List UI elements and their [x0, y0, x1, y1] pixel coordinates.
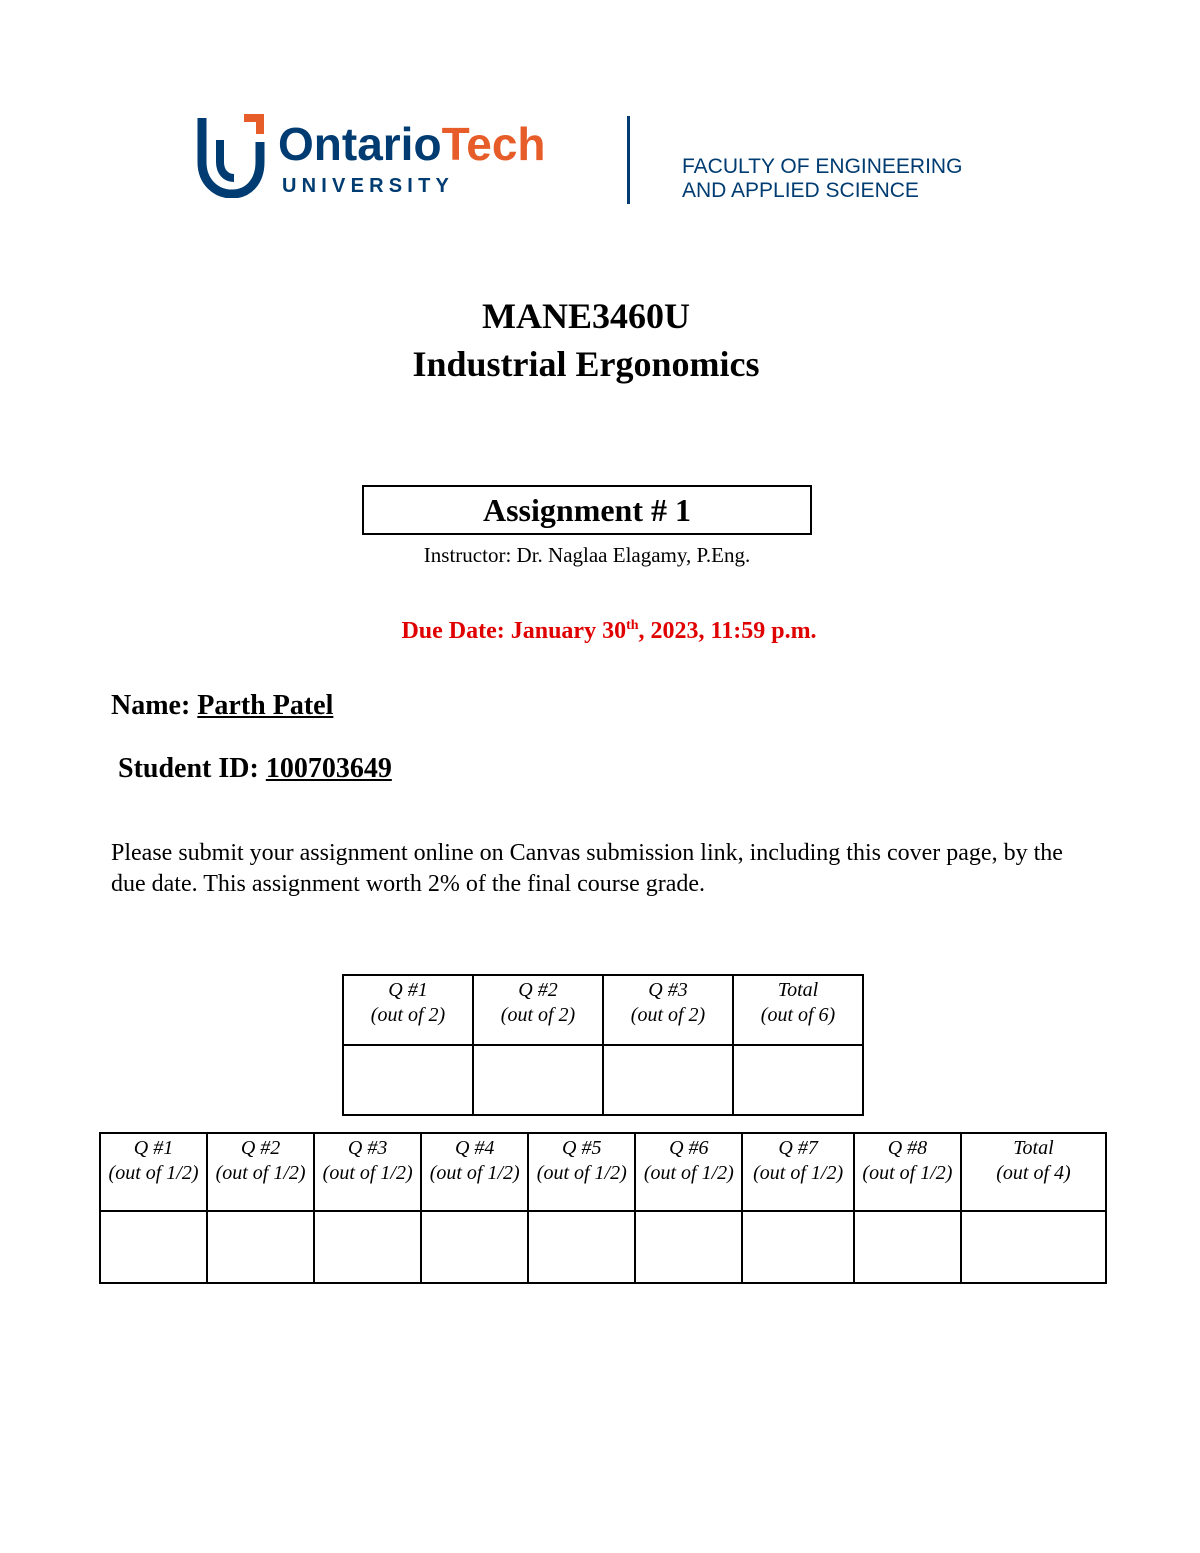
header-sub: (out of 2) [500, 1004, 576, 1026]
table2-header-cell [528, 1133, 635, 1211]
header-label: Q #2 [240, 1137, 281, 1159]
table1-header-cell [733, 975, 863, 1045]
header-sub: (out of 1/2) [108, 1162, 199, 1184]
header-label: Total [1013, 1137, 1054, 1159]
header-sub: (out of 4) [996, 1162, 1071, 1184]
table1-score-cell[interactable] [733, 1045, 863, 1115]
wordmark-subtitle: UNIVERSITY [282, 175, 455, 197]
header-label: Q #5 [562, 1137, 602, 1159]
table2-score-cell[interactable] [207, 1211, 314, 1283]
table1-header-cell [473, 975, 603, 1045]
due-prefix: Due Date: January 30 [401, 618, 627, 644]
table2-score-cell[interactable] [421, 1211, 528, 1283]
header-label: Q #1 [388, 979, 428, 1001]
table2-header-cell [100, 1133, 207, 1211]
student-id [118, 753, 392, 785]
logo-divider [627, 116, 630, 204]
assignment-title: Assignment # 1 [362, 485, 812, 535]
faculty-line-1: FACULTY OF ENGINEERING [682, 155, 963, 178]
header-label: Q #1 [133, 1137, 174, 1159]
header-sub: (out of 1/2) [753, 1162, 844, 1184]
header-sub: (out of 6) [760, 1004, 836, 1026]
faculty-name [682, 155, 962, 203]
header-label: Q #8 [887, 1137, 928, 1159]
wordmark-part1: Ontario [278, 118, 442, 170]
table2-header-cell [742, 1133, 854, 1211]
header-label: Q #3 [648, 979, 688, 1001]
table2-header-cell [314, 1133, 421, 1211]
table2-score-cell[interactable] [854, 1211, 961, 1283]
instructor-line: Instructor: Dr. Naglaa Elagamy, P.Eng. [423, 543, 751, 567]
grade-table-1 [342, 974, 864, 1116]
table2-header-cell [421, 1133, 528, 1211]
table2-score-cell[interactable] [961, 1211, 1106, 1283]
table1-header-cell [603, 975, 733, 1045]
header-label: Q #4 [454, 1137, 495, 1159]
course-name: Industrial Ergonomics [412, 344, 760, 384]
header-label: Q #6 [669, 1137, 709, 1159]
table1-score-cell[interactable] [603, 1045, 733, 1115]
header-sub: (out of 1/2) [536, 1162, 627, 1184]
table2-header-cell [635, 1133, 742, 1211]
header-sub: (out of 1/2) [215, 1162, 306, 1184]
name-value: Parth Patel [197, 690, 334, 721]
course-code: MANE3460U [482, 296, 690, 336]
due-date [0, 618, 1200, 645]
table2-score-cell[interactable] [314, 1211, 421, 1283]
table1-score-cell[interactable] [343, 1045, 473, 1115]
table2-header-cell [854, 1133, 961, 1211]
header-sub: (out of 1/2) [862, 1162, 953, 1184]
submission-instructions: Please submit your assignment online on Canvas submission link, including this cover page, by the due date. This assignment worth 2% of the final course grade. [111, 840, 1063, 897]
faculty-line-2: AND APPLIED SCIENCE [682, 179, 919, 202]
header-sub: (out of 2) [370, 1004, 446, 1026]
university-wordmark [278, 118, 546, 170]
due-suffix: , 2023, 11:59 p.m. [638, 618, 817, 644]
student-name [111, 690, 333, 722]
table2-score-cell[interactable] [742, 1211, 854, 1283]
id-label: Student ID: [118, 753, 266, 784]
header-sub: (out of 1/2) [322, 1162, 413, 1184]
header-label: Q #3 [347, 1137, 388, 1159]
table2-score-cell[interactable] [635, 1211, 742, 1283]
due-superscript: th [626, 618, 639, 633]
grade-table-2 [99, 1132, 1107, 1284]
table2-score-cell[interactable] [528, 1211, 635, 1283]
id-value: 100703649 [265, 753, 392, 784]
header-label: Q #2 [518, 979, 558, 1001]
table1-header-cell [343, 975, 473, 1045]
table2-header-cell [961, 1133, 1106, 1211]
header-sub: (out of 1/2) [429, 1162, 520, 1184]
table2-score-cell[interactable] [100, 1211, 207, 1283]
ontario-tech-shield-icon [196, 112, 266, 198]
wordmark-part2: Tech [441, 118, 546, 170]
header-label: Q #7 [778, 1137, 818, 1159]
table1-score-cell[interactable] [473, 1045, 603, 1115]
header-label: Total [777, 979, 819, 1001]
table2-header-cell [207, 1133, 314, 1211]
header-sub: (out of 1/2) [643, 1162, 734, 1184]
header-sub: (out of 2) [630, 1004, 706, 1026]
name-label: Name: [111, 690, 198, 721]
